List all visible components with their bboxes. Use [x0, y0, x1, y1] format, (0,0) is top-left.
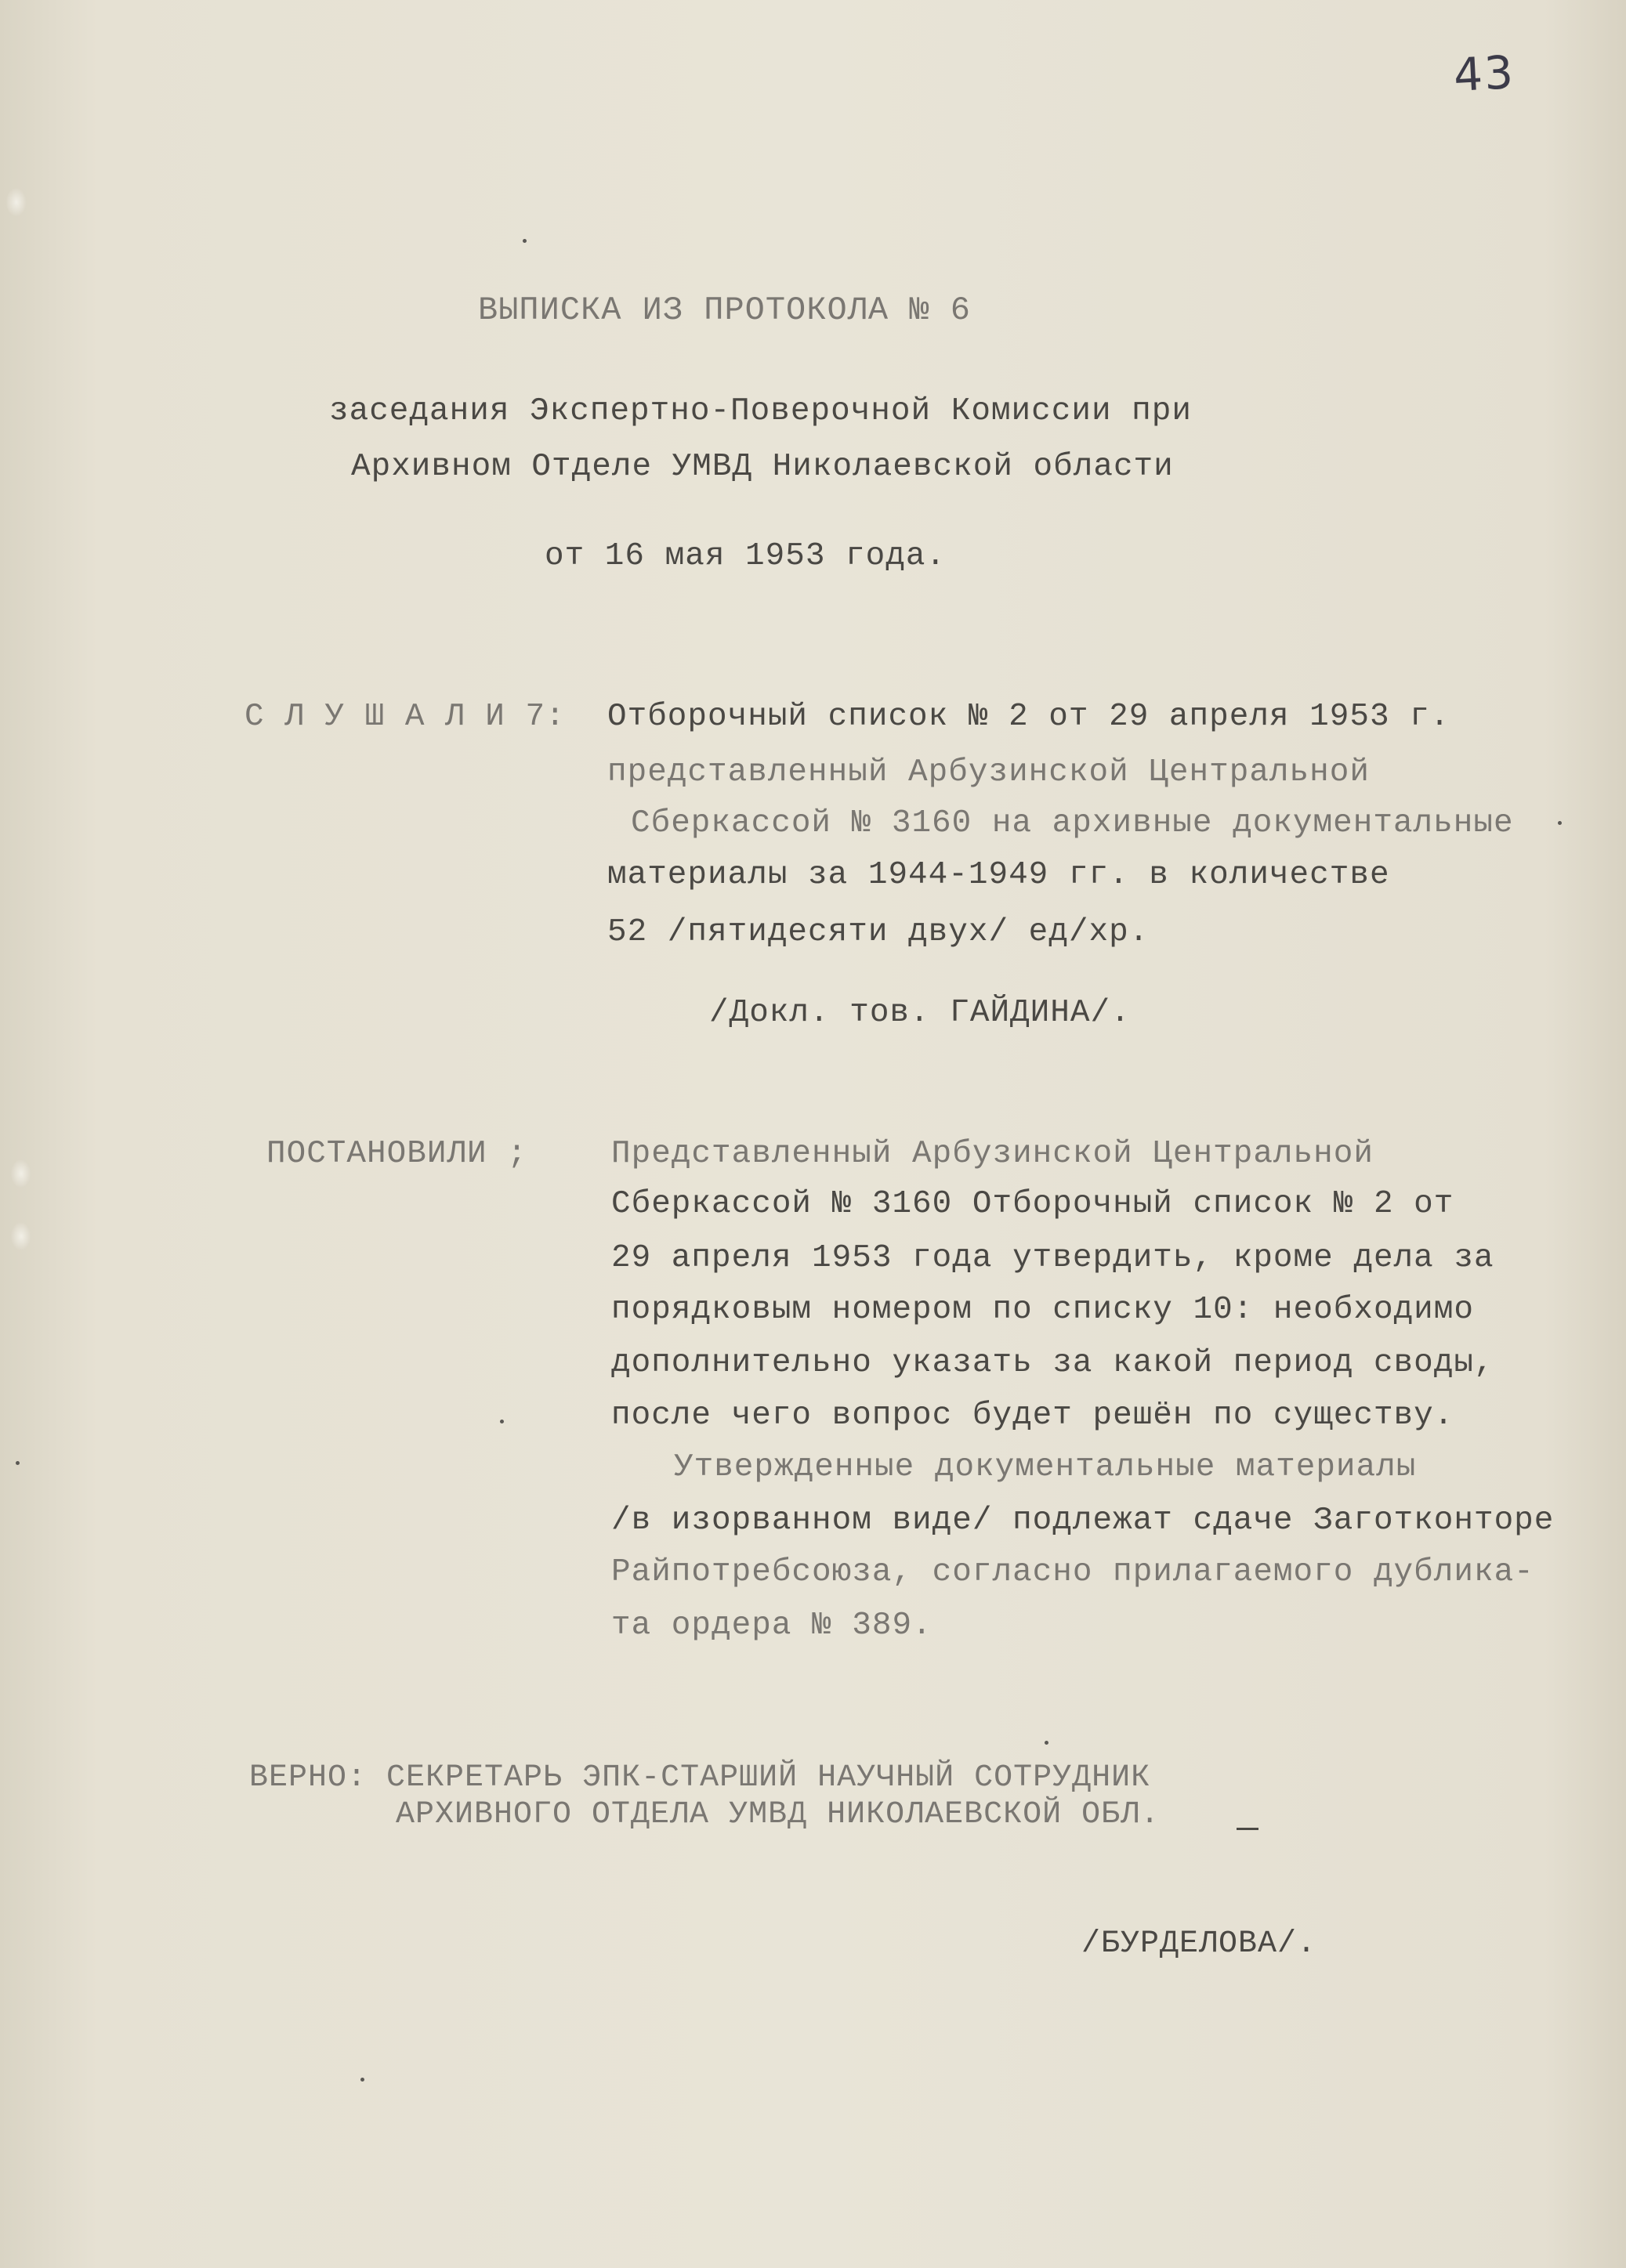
paper-speck — [1045, 1741, 1048, 1745]
resolved-line: Утвержденные документальные материалы — [674, 1449, 1417, 1485]
heading-line-2: Архивном Отделе УМВД Николаевской области — [351, 449, 1174, 485]
punch-hole — [11, 1159, 31, 1188]
heading-line-1: заседания Экспертно-Поверочной Комиссии при — [329, 393, 1192, 429]
certification-line-2: АРХИВНОГО ОТДЕЛА УМВД НИКОЛАЕВСКОЙ ОБЛ. — [396, 1797, 1161, 1832]
paper-speck — [16, 1461, 20, 1465]
resolved-line: Сберкассой № 3160 Отборочный список № 2 от — [611, 1186, 1454, 1222]
signature-name: /БУРДЕЛОВА/. — [1081, 1926, 1317, 1962]
punch-hole — [11, 1222, 31, 1250]
paper-speck — [500, 1420, 504, 1423]
resolved-line: после чего вопрос будет решён по существу. — [611, 1398, 1454, 1434]
heard-line: Отборочный список № 2 от 29 апреля 1953 г. — [607, 699, 1450, 735]
resolved-label: ПОСТАНОВИЛИ ; — [266, 1136, 527, 1172]
reporter-line: /Докл. тов. ГАЙДИНА/. — [709, 995, 1131, 1031]
paper-speck — [360, 2078, 364, 2082]
resolved-line: порядковым номером по списку 10: необходимо — [611, 1292, 1474, 1328]
paper-speck — [1558, 821, 1562, 825]
heard-line: материалы за 1944-1949 гг. в количестве — [607, 857, 1390, 893]
resolved-line: Райпотребсоюза, согласно прилагаемого дублика- — [611, 1554, 1534, 1590]
certification-line-1: ВЕРНО: СЕКРЕТАРЬ ЭПК-СТАРШИЙ НАУЧНЫЙ СОТРУДНИК — [249, 1760, 1151, 1796]
heard-line: Сберкассой № 3160 на архивные документальные — [631, 805, 1514, 841]
heard-label: С Л У Ш А Л И 7: — [244, 699, 566, 735]
resolved-line: /в изорванном виде/ подлежат сдаче Заготконторе — [611, 1503, 1555, 1539]
resolved-line: Представленный Арбузинской Центральной — [611, 1136, 1374, 1172]
resolved-line: та ордера № 389. — [611, 1608, 933, 1644]
resolved-line: 29 апреля 1953 года утвердить, кроме дела за — [611, 1240, 1494, 1276]
handwritten-page-number: 43 — [1452, 45, 1516, 102]
document-title: ВЫПИСКА ИЗ ПРОТОКОЛА № 6 — [478, 291, 971, 329]
heading-date: от 16 мая 1953 года. — [545, 538, 947, 574]
heard-line: представленный Арбузинской Центральной — [607, 754, 1370, 790]
punch-hole — [6, 188, 27, 216]
heard-line: 52 /пятидесяти двух/ ед/хр. — [607, 914, 1150, 950]
resolved-line: дополнительно указать за какой период своды, — [611, 1345, 1494, 1381]
dash-mark — [1237, 1828, 1258, 1830]
paper-speck — [523, 239, 527, 243]
